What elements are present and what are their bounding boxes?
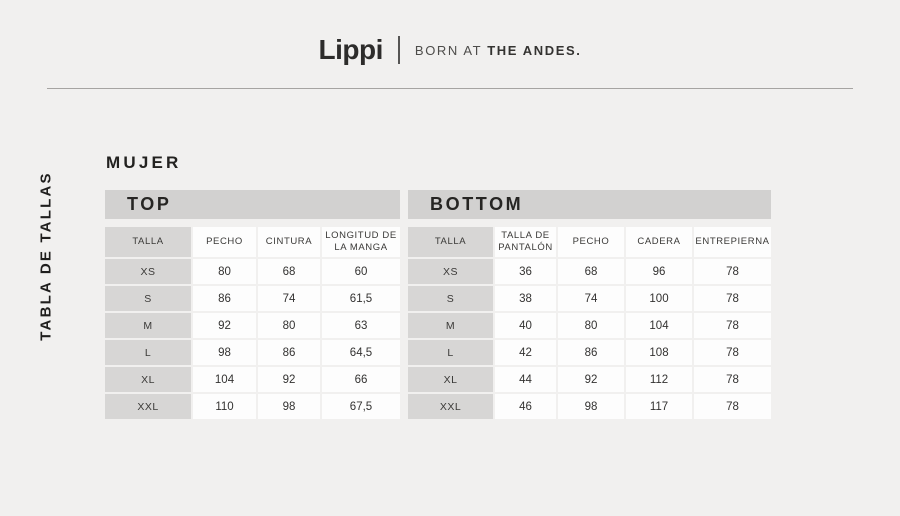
value-cell: 63	[322, 313, 400, 338]
value-cell: 104	[626, 313, 692, 338]
value-cell: 78	[694, 394, 771, 419]
size-label-cell: XS	[105, 259, 191, 284]
value-cell: 78	[694, 367, 771, 392]
value-cell: 86	[258, 340, 320, 365]
value-cell: 112	[626, 367, 692, 392]
size-label-cell: XXL	[105, 394, 191, 419]
value-cell: 46	[495, 394, 556, 419]
value-cell: 108	[626, 340, 692, 365]
value-cell: 80	[258, 313, 320, 338]
value-cell: 44	[495, 367, 556, 392]
column-header: TALLA	[408, 227, 493, 257]
vertical-page-title: TABLA DE TALLAS	[37, 171, 55, 341]
table-bottom-title-bar: BOTTOM	[408, 190, 771, 219]
size-label-cell: L	[105, 340, 191, 365]
table-top-title-bar: TOP	[105, 190, 400, 219]
value-cell: 98	[193, 340, 256, 365]
value-cell: 36	[495, 259, 556, 284]
value-cell: 74	[558, 286, 624, 311]
column-header: PECHO	[193, 227, 256, 257]
value-cell: 61,5	[322, 286, 400, 311]
value-cell: 40	[495, 313, 556, 338]
value-cell: 66	[322, 367, 400, 392]
header-divider-line	[47, 88, 853, 89]
table-top-grid	[105, 227, 400, 419]
value-cell: 98	[558, 394, 624, 419]
size-label-cell: XXL	[408, 394, 493, 419]
column-header: CADERA	[626, 227, 692, 257]
value-cell: 68	[558, 259, 624, 284]
lippi-logo: Lippi	[318, 34, 383, 65]
value-cell: 64,5	[322, 340, 400, 365]
size-label-cell: M	[105, 313, 191, 338]
value-cell: 42	[495, 340, 556, 365]
tagline-regular: BORN AT	[414, 42, 488, 58]
tagline-bold: THE ANDES.	[487, 42, 582, 58]
value-cell: 117	[626, 394, 692, 419]
value-cell: 80	[558, 313, 624, 338]
size-label-cell: S	[105, 286, 191, 311]
column-header: LONGITUD DE LA MANGA	[322, 227, 400, 257]
value-cell: 67,5	[322, 394, 400, 419]
column-header: CINTURA	[258, 227, 320, 257]
size-label-cell: L	[408, 340, 493, 365]
value-cell: 78	[694, 286, 771, 311]
value-cell: 104	[193, 367, 256, 392]
value-cell: 92	[558, 367, 624, 392]
value-cell: 92	[193, 313, 256, 338]
value-cell: 78	[694, 340, 771, 365]
value-cell: 86	[193, 286, 256, 311]
value-cell: 78	[694, 313, 771, 338]
section-title-mujer: MUJER	[106, 153, 182, 172]
column-header: PECHO	[558, 227, 624, 257]
value-cell: 96	[626, 259, 692, 284]
brand-tagline	[415, 43, 582, 58]
size-label-cell: XL	[105, 367, 191, 392]
value-cell: 100	[626, 286, 692, 311]
value-cell: 80	[193, 259, 256, 284]
value-cell: 98	[258, 394, 320, 419]
value-cell: 60	[322, 259, 400, 284]
value-cell: 74	[258, 286, 320, 311]
column-header: TALLA DE PANTALÓN	[495, 227, 556, 257]
table-bottom	[408, 190, 771, 419]
value-cell: 38	[495, 286, 556, 311]
column-header: ENTREPIERNA	[694, 227, 771, 257]
size-label-cell: M	[408, 313, 493, 338]
value-cell: 86	[558, 340, 624, 365]
value-cell: 110	[193, 394, 256, 419]
column-header: TALLA	[105, 227, 191, 257]
value-cell: 92	[258, 367, 320, 392]
size-label-cell: XL	[408, 367, 493, 392]
brand-header	[0, 34, 900, 66]
brand-separator	[398, 36, 400, 64]
value-cell: 78	[694, 259, 771, 284]
table-top	[105, 190, 400, 419]
size-label-cell: XS	[408, 259, 493, 284]
size-label-cell: S	[408, 286, 493, 311]
table-bottom-grid	[408, 227, 771, 419]
value-cell: 68	[258, 259, 320, 284]
